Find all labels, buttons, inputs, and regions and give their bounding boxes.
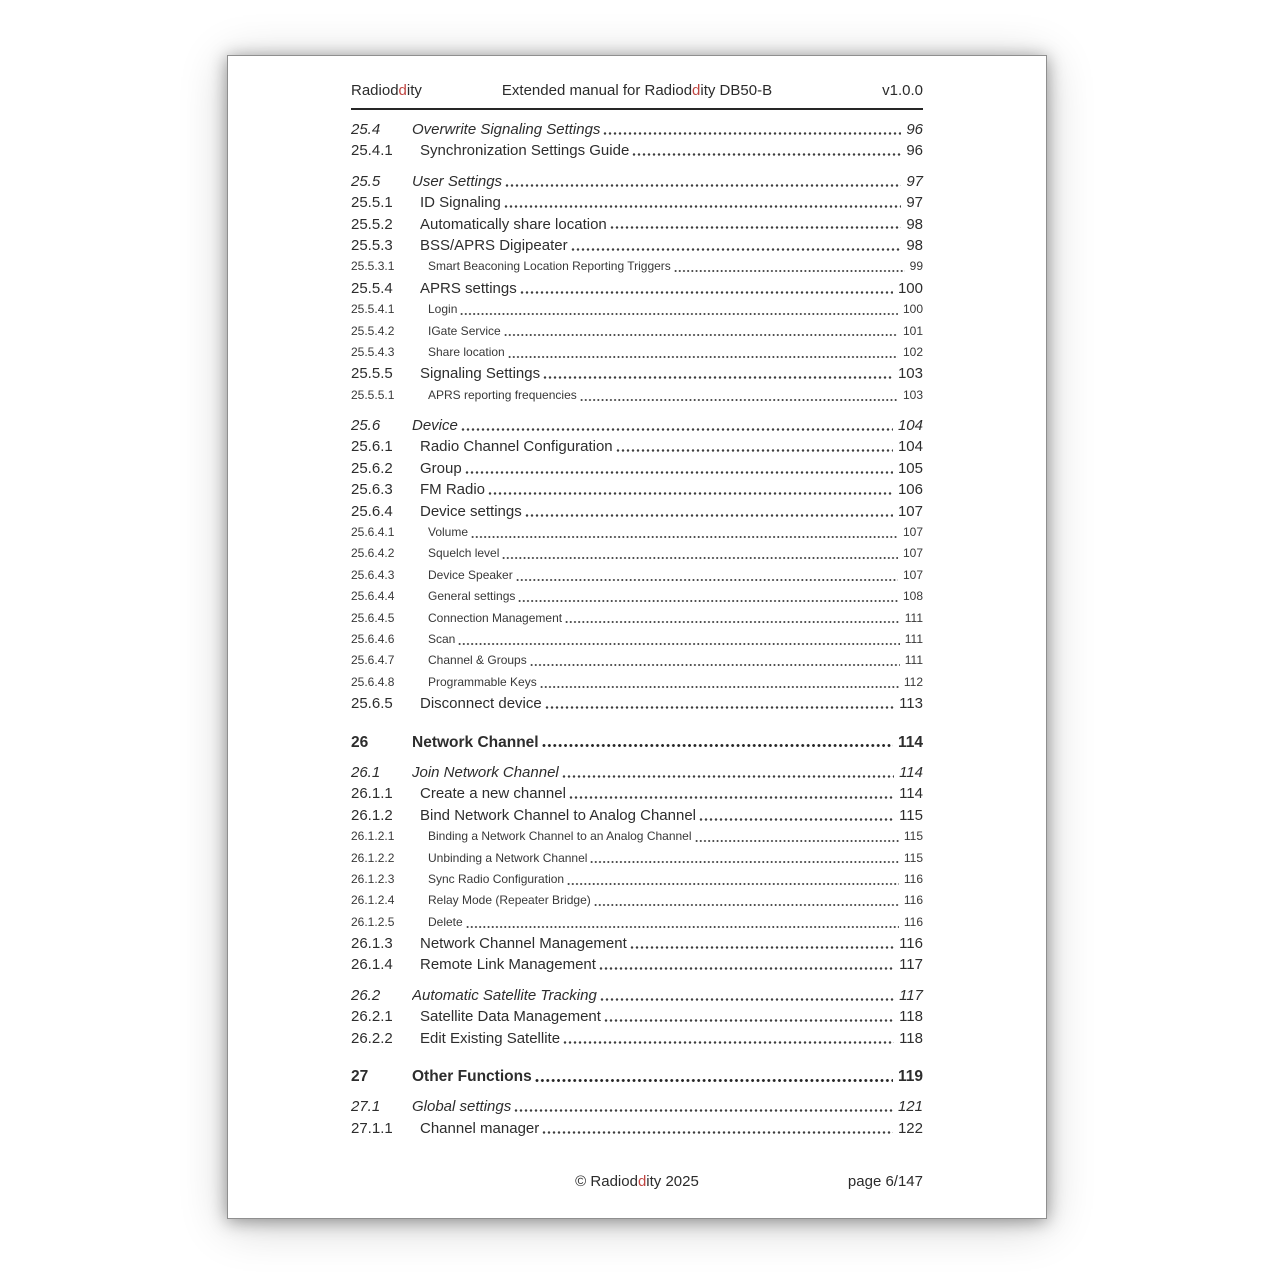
text-part: Extended manual for Radiod xyxy=(501,82,693,99)
toc-entry-title: IGate Service xyxy=(428,323,501,338)
toc-entry-title: FM Radio xyxy=(420,481,486,499)
toc-entry-title: Channel & Groups xyxy=(428,653,527,668)
toc-entry-page: 103 xyxy=(902,387,923,402)
toc-entry-title: Network Channel Management xyxy=(420,935,627,953)
toc-entry-page: 114 xyxy=(899,785,923,803)
toc-entry-number: 25.6.3 xyxy=(351,481,393,499)
toc-entry-page: 105 xyxy=(897,459,923,477)
toc-entry[interactable] xyxy=(351,1066,923,1087)
toc-entry-number: 25.6.4 xyxy=(351,502,393,520)
brand-logo-text xyxy=(351,82,502,100)
toc-leader-dots xyxy=(518,599,898,603)
toc-entry-page: 103 xyxy=(897,365,923,383)
toc-leader-dots xyxy=(604,1018,894,1023)
toc-leader-dots xyxy=(505,183,901,188)
toc-entry-number: 25.6.4.7 xyxy=(351,653,395,668)
toc-leader-dots xyxy=(502,556,898,560)
toc-entry-title: APRS settings xyxy=(420,279,517,297)
toc-entry-page: 104 xyxy=(897,438,923,456)
toc-entry-number: 27.1 xyxy=(351,1098,381,1116)
toc-entry-title: Radio Channel Configuration xyxy=(420,438,613,456)
toc-leader-dots xyxy=(504,333,898,337)
toc-leader-dots xyxy=(461,427,893,432)
toc-entry[interactable] xyxy=(351,805,923,826)
toc-entry-title: Squelch level xyxy=(428,546,500,561)
toc-entry-number: 26 xyxy=(351,733,369,751)
toc-leader-dots xyxy=(542,743,893,748)
toc-entry-title: Scan xyxy=(428,631,456,646)
toc-entry-number: 26.2.2 xyxy=(351,1029,393,1047)
toc-entry-number: 25.5.4.3 xyxy=(351,344,395,359)
toc-entry-page: 112 xyxy=(903,674,923,689)
toc-entry-number: 25.5.3.1 xyxy=(351,259,395,274)
toc-entry-number: 25.6.4.4 xyxy=(351,589,395,604)
toc-entry[interactable] xyxy=(351,342,923,363)
toc-leader-dots xyxy=(488,491,893,496)
toc-leader-dots xyxy=(600,997,894,1002)
toc-entry-title: Bind Network Channel to Analog Channel xyxy=(420,806,697,824)
toc-entry-number: 25.6.4.8 xyxy=(351,674,395,689)
toc-entry[interactable] xyxy=(351,985,923,1006)
toc-entry-number: 25.4.1 xyxy=(351,142,393,160)
table-of-contents xyxy=(351,119,923,1139)
toc-leader-dots xyxy=(458,642,899,646)
text-part: © Radiod xyxy=(575,1173,638,1190)
toc-leader-dots xyxy=(580,398,898,402)
toc-entry-page: 99 xyxy=(909,259,923,274)
toc-entry-number: 26.1.3 xyxy=(351,935,393,953)
version-label: v1.0.0 xyxy=(882,82,924,99)
toc-entry[interactable] xyxy=(351,140,923,161)
copyright-accent-letter: d xyxy=(637,1173,647,1190)
toc-leader-dots xyxy=(603,131,901,136)
toc-entry[interactable] xyxy=(351,192,923,213)
toc-entry-page: 107 xyxy=(902,525,923,540)
toc-entry-title: Device xyxy=(412,417,458,435)
toc-entry-number: 26.2 xyxy=(351,986,381,1004)
toc-entry-title: Overwrite Signaling Settings xyxy=(412,121,601,138)
toc-entry-title: Connection Management xyxy=(428,610,563,625)
toc-entry-title: Network Channel xyxy=(412,733,539,751)
toc-entry-page: 104 xyxy=(897,417,923,435)
document-page xyxy=(227,55,1047,1219)
toc-leader-dots xyxy=(516,578,898,582)
text-part: Radiod xyxy=(351,82,399,99)
toc-entry[interactable] xyxy=(351,1118,923,1139)
toc-entry-number: 26.1.2 xyxy=(351,806,393,824)
toc-leader-dots xyxy=(460,312,898,316)
title-accent-letter: d xyxy=(692,82,701,99)
toc-leader-dots xyxy=(508,355,898,359)
toc-entry-page: 118 xyxy=(899,1008,923,1026)
toc-entry[interactable] xyxy=(351,693,923,714)
toc-entry[interactable] xyxy=(351,869,923,890)
toc-entry-number: 25.6.1 xyxy=(351,438,393,456)
page-footer xyxy=(351,1173,923,1191)
toc-entry-page: 106 xyxy=(897,481,923,499)
toc-entry-number: 26.1.4 xyxy=(351,956,393,974)
toc-entry-page: 117 xyxy=(899,956,923,974)
toc-entry-title: Other Functions xyxy=(412,1068,532,1086)
toc-entry[interactable] xyxy=(351,171,923,192)
toc-entry-number: 25.5.5.1 xyxy=(351,387,395,402)
toc-entry-number: 26.1.2.5 xyxy=(351,914,395,929)
toc-entry-number: 25.6.4.3 xyxy=(351,567,395,582)
toc-entry-page: 111 xyxy=(904,610,923,625)
toc-entry[interactable] xyxy=(351,256,923,277)
toc-entry-page: 98 xyxy=(906,236,923,254)
toc-entry-title: Login xyxy=(428,302,458,317)
toc-entry-number: 25.5.3 xyxy=(351,236,393,254)
toc-entry-title: General settings xyxy=(428,589,516,604)
toc-entry-title: Smart Beaconing Location Reporting Triggers xyxy=(428,259,671,274)
toc-entry-number: 25.6 xyxy=(351,417,381,435)
page-header xyxy=(351,82,923,110)
toc-entry-title: Group xyxy=(420,459,462,477)
toc-entry-page: 118 xyxy=(899,1029,923,1047)
toc-entry[interactable] xyxy=(351,458,923,479)
toc-entry[interactable] xyxy=(351,415,923,436)
toc-entry-page: 116 xyxy=(903,893,923,908)
toc-entry[interactable] xyxy=(351,890,923,911)
toc-entry-title: Automatic Satellite Tracking xyxy=(412,986,597,1004)
page-number-indicator: page 6/147 xyxy=(847,1173,923,1190)
toc-entry-page: 113 xyxy=(899,695,923,713)
toc-leader-dots xyxy=(699,817,894,822)
toc-entry-title: ID Signaling xyxy=(420,194,501,212)
toc-entry[interactable] xyxy=(351,299,923,320)
toc-entry-title: Automatically share location xyxy=(420,215,607,233)
toc-entry-page: 108 xyxy=(902,589,923,604)
toc-entry-page: 107 xyxy=(902,567,923,582)
toc-entry[interactable] xyxy=(351,848,923,869)
toc-entry-title: BSS/APRS Digipeater xyxy=(420,236,568,254)
toc-entry-page: 98 xyxy=(906,215,923,233)
toc-entry[interactable] xyxy=(351,235,923,256)
toc-entry-title: Programmable Keys xyxy=(428,674,537,689)
toc-entry-page: 117 xyxy=(899,986,923,1004)
toc-entry-page: 102 xyxy=(902,344,923,359)
toc-entry-title: Satellite Data Management xyxy=(420,1008,601,1026)
toc-entry-page: 121 xyxy=(897,1098,923,1116)
toc-entry[interactable] xyxy=(351,912,923,933)
toc-entry-title: Disconnect device xyxy=(420,695,542,713)
text-part: ity xyxy=(406,82,422,99)
toc-entry-number: 26.1.1 xyxy=(351,785,393,803)
toc-entry-title: Device Speaker xyxy=(428,567,513,582)
toc-entry-page: 115 xyxy=(903,829,923,844)
toc-leader-dots xyxy=(542,1130,893,1135)
toc-leader-dots xyxy=(465,470,893,475)
toc-entry[interactable] xyxy=(351,783,923,804)
document-title xyxy=(502,82,772,100)
toc-entry-number: 25.5 xyxy=(351,172,381,190)
toc-entry-page: 116 xyxy=(899,935,923,953)
toc-leader-dots xyxy=(471,535,898,539)
toc-entry[interactable] xyxy=(351,543,923,564)
toc-leader-dots xyxy=(466,925,899,929)
toc-entry-title: Synchronization Settings Guide xyxy=(420,142,630,160)
toc-entry[interactable] xyxy=(351,501,923,522)
toc-entry-title: Channel manager xyxy=(420,1119,540,1137)
toc-entry-page: 116 xyxy=(903,871,923,886)
toc-leader-dots xyxy=(569,795,894,800)
toc-entry-page: 100 xyxy=(897,279,923,297)
toc-entry-number: 26.2.1 xyxy=(351,1008,393,1026)
toc-entry-number: 26.1.2.3 xyxy=(351,871,395,886)
toc-leader-dots xyxy=(599,966,894,971)
toc-entry-title: Binding a Network Channel to an Analog Channel xyxy=(428,829,692,844)
toc-entry-title: Create a new channel xyxy=(420,785,566,803)
toc-entry-title: Device settings xyxy=(420,502,522,520)
toc-leader-dots xyxy=(514,1108,893,1113)
toc-leader-dots xyxy=(520,290,893,295)
toc-entry-page: 116 xyxy=(903,914,923,929)
toc-leader-dots xyxy=(504,204,901,209)
toc-leader-dots xyxy=(630,945,894,950)
toc-entry[interactable] xyxy=(351,826,923,847)
toc-entry-page: 101 xyxy=(902,323,923,338)
toc-entry[interactable] xyxy=(351,586,923,607)
toc-entry-title: Unbinding a Network Channel xyxy=(428,850,588,865)
toc-entry-page: 115 xyxy=(899,806,923,824)
toc-entry-number: 27.1.1 xyxy=(351,1119,393,1137)
toc-entry[interactable] xyxy=(351,436,923,457)
toc-entry-title: Relay Mode (Repeater Bridge) xyxy=(428,893,591,908)
toc-entry[interactable] xyxy=(351,363,923,384)
toc-leader-dots xyxy=(610,225,902,230)
toc-entry[interactable] xyxy=(351,650,923,671)
toc-entry-number: 26.1.2.2 xyxy=(351,850,395,865)
toc-entry[interactable] xyxy=(351,608,923,629)
toc-leader-dots xyxy=(525,513,893,518)
toc-entry-number: 25.6.2 xyxy=(351,459,393,477)
toc-entry[interactable] xyxy=(351,1096,923,1117)
toc-entry-number: 25.6.5 xyxy=(351,695,393,713)
toc-entry[interactable] xyxy=(351,732,923,753)
toc-entry[interactable] xyxy=(351,1006,923,1027)
toc-entry-page: 107 xyxy=(897,502,923,520)
brand-accent-letter: d xyxy=(398,82,407,99)
toc-entry-number: 25.6.4.6 xyxy=(351,631,395,646)
toc-leader-dots xyxy=(674,269,905,273)
toc-entry[interactable] xyxy=(351,278,923,299)
toc-entry[interactable] xyxy=(351,119,923,140)
toc-leader-dots xyxy=(543,375,893,380)
toc-entry-number: 25.4 xyxy=(351,121,381,138)
toc-entry[interactable] xyxy=(351,629,923,650)
toc-entry-title: Volume xyxy=(428,525,469,540)
toc-entry-title: Edit Existing Satellite xyxy=(420,1029,561,1047)
copyright-text xyxy=(351,1173,923,1191)
toc-leader-dots xyxy=(594,903,899,907)
toc-leader-dots xyxy=(540,685,899,689)
toc-entry-title: Share location xyxy=(428,344,505,359)
toc-entry-title: Delete xyxy=(428,914,463,929)
text-part: ity 2025 xyxy=(646,1173,699,1190)
toc-leader-dots xyxy=(590,860,898,864)
toc-entry-page: 100 xyxy=(902,302,923,317)
toc-entry-page: 119 xyxy=(897,1068,923,1086)
toc-entry-page: 107 xyxy=(902,546,923,561)
toc-entry-number: 25.5.1 xyxy=(351,194,393,212)
toc-entry[interactable] xyxy=(351,672,923,693)
toc-entry-number: 27 xyxy=(351,1068,369,1086)
toc-entry-title: Global settings xyxy=(412,1098,512,1116)
toc-entry[interactable] xyxy=(351,933,923,954)
toc-entry-title: User Settings xyxy=(412,172,503,190)
toc-leader-dots xyxy=(567,882,899,886)
toc-leader-dots xyxy=(565,620,900,624)
toc-leader-dots xyxy=(695,839,899,843)
toc-leader-dots xyxy=(562,774,894,779)
toc-entry-number: 25.5.2 xyxy=(351,215,393,233)
toc-entry-title: APRS reporting frequencies xyxy=(428,387,577,402)
toc-entry-title: Sync Radio Configuration xyxy=(428,871,565,886)
toc-entry-page: 111 xyxy=(904,653,923,668)
toc-entry-page: 96 xyxy=(906,142,923,160)
toc-entry-page: 114 xyxy=(899,763,923,781)
toc-entry-number: 25.5.4.1 xyxy=(351,302,395,317)
toc-leader-dots xyxy=(571,247,902,252)
toc-entry-page: 97 xyxy=(906,194,923,212)
toc-leader-dots xyxy=(616,448,893,453)
toc-entry-number: 26.1.2.1 xyxy=(351,829,395,844)
toc-entry-number: 25.6.4.2 xyxy=(351,546,395,561)
toc-entry[interactable] xyxy=(351,214,923,235)
toc-entry[interactable] xyxy=(351,565,923,586)
toc-entry-number: 25.5.5 xyxy=(351,365,393,383)
toc-leader-dots xyxy=(545,705,894,710)
toc-entry-number: 25.6.4.5 xyxy=(351,610,395,625)
toc-entry-page: 115 xyxy=(903,850,923,865)
toc-entry-title: Signaling Settings xyxy=(420,365,541,383)
toc-entry-page: 114 xyxy=(897,733,923,751)
toc-entry[interactable] xyxy=(351,479,923,500)
toc-entry-number: 25.5.4.2 xyxy=(351,323,395,338)
toc-entry[interactable] xyxy=(351,762,923,783)
toc-entry-page: 97 xyxy=(906,172,923,190)
toc-entry[interactable] xyxy=(351,954,923,975)
toc-entry-number: 26.1 xyxy=(351,763,381,781)
toc-leader-dots xyxy=(535,1078,893,1083)
toc-leader-dots xyxy=(563,1040,894,1045)
toc-entry[interactable] xyxy=(351,522,923,543)
toc-leader-dots xyxy=(530,663,900,667)
toc-leader-dots xyxy=(632,152,901,157)
toc-entry-number: 26.1.2.4 xyxy=(351,893,395,908)
toc-entry[interactable] xyxy=(351,385,923,406)
toc-entry[interactable] xyxy=(351,1028,923,1049)
toc-entry-title: Remote Link Management xyxy=(420,956,596,974)
toc-entry-title: Join Network Channel xyxy=(412,763,559,781)
toc-entry[interactable] xyxy=(351,321,923,342)
toc-entry-number: 25.5.4 xyxy=(351,279,393,297)
toc-entry-page: 122 xyxy=(897,1119,923,1137)
toc-entry-page: 96 xyxy=(906,121,923,138)
toc-entry-page: 111 xyxy=(904,631,923,646)
toc-entry-number: 25.6.4.1 xyxy=(351,525,395,540)
text-part: ity DB50-B xyxy=(700,82,773,99)
